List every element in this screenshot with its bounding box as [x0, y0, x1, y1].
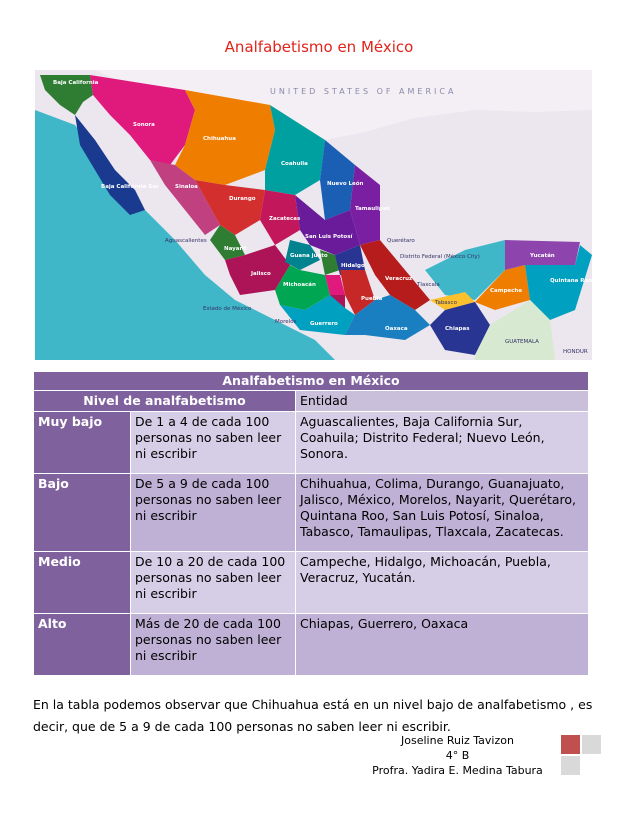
label-sonora: Sonora [133, 122, 155, 128]
decor-square-gray [561, 756, 580, 775]
label-chihuahua: Chihuahua [203, 136, 236, 142]
label-baja-california: Baja California [53, 80, 99, 86]
label-tamaulipas: Tamaulipas [355, 206, 390, 212]
table-row [34, 474, 589, 552]
label-campeche: Campeche [490, 288, 523, 294]
label-michoacan: Michoacán [283, 282, 316, 288]
row-description: Más de 20 de cada 100 personas no saben leer ni escribir [131, 614, 296, 676]
label-san-luis-potosi: San Luis Potosí [305, 234, 353, 240]
row-entities: Chiapas, Guerrero, Oaxaca [296, 614, 589, 676]
label-nayarit: Nayarit [224, 246, 247, 252]
label-veracruz: Veracruz [385, 276, 413, 282]
usa-label: UNITED STATES OF AMERICA [270, 87, 457, 96]
mexico-map [35, 70, 592, 360]
label-aguascalientes: Aguascalientes [165, 238, 207, 244]
row-entities: Chihuahua, Colima, Durango, Guanajuato, Jalisco, México, Morelos, Nayarit, Querétaro, Quintana Roo, San Luis Potosí, Sinaloa, Tabasco, Tamaulipas, Tlaxcala, Zacatecas. [296, 474, 589, 552]
label-guatemala: GUATEMALA [505, 339, 539, 345]
label-durango: Durango [229, 196, 256, 202]
row-entities: Campeche, Hidalgo, Michoacán, Puebla, Veracruz, Yucatán. [296, 552, 589, 614]
label-puebla: Puebla [361, 296, 383, 302]
row-description: De 10 a 20 de cada 100 personas no saben leer ni escribir [131, 552, 296, 614]
column-header-level: Nivel de analfabetismo [34, 391, 296, 412]
teacher-name: Profra. Yadira E. Medina Tabura [372, 764, 543, 777]
table-row [34, 614, 589, 676]
label-coahuila: Coahuila [281, 161, 308, 167]
label-sinaloa: Sinaloa [175, 184, 198, 190]
label-chiapas: Chiapas [445, 326, 470, 332]
table-row [34, 412, 589, 474]
label-guerrero: Guerrero [310, 321, 338, 327]
label-baja-california-sur: Baja California Sur [101, 184, 159, 190]
label-morelos: Morelos [275, 319, 297, 325]
row-entities: Aguascalientes, Baja California Sur, Coahuila; Distrito Federal; Nuevo León, Sonora. [296, 412, 589, 474]
label-honduras: HONDUR [563, 349, 588, 355]
label-tabasco: Tabasco [435, 300, 457, 306]
label-estado-de-mexico: Estado de México [203, 306, 252, 312]
column-header-entity: Entidad [296, 391, 589, 412]
row-level: Alto [34, 614, 131, 676]
label-jalisco: Jalisco [251, 271, 271, 277]
label-oaxaca: Oaxaca [385, 326, 408, 332]
label-tlaxcala: Tlaxcala [417, 282, 440, 288]
label-quintana-roo: Quintana Roo [550, 278, 592, 284]
page-title: Analfabetismo en México [224, 38, 414, 56]
row-level: Bajo [34, 474, 131, 552]
table-title: Analfabetismo en México [34, 372, 589, 391]
row-description: De 1 a 4 de cada 100 personas no saben leer ni escribir [131, 412, 296, 474]
label-distrito-federal: Distrito Federal (México City) [400, 254, 480, 260]
illiteracy-table [33, 371, 589, 676]
signature-block [360, 733, 555, 778]
decor-square-red [561, 735, 580, 754]
table-row [34, 552, 589, 614]
author-name: Joseline Ruiz Tavizon [401, 734, 514, 747]
row-description: De 5 a 9 de cada 100 personas no saben leer ni escribir [131, 474, 296, 552]
label-nuevo-leon: Nuevo León [327, 181, 364, 187]
label-hidalgo: Hidalgo [341, 263, 365, 269]
author-group: 4° B [445, 749, 470, 762]
decor-square-gray [582, 735, 601, 754]
label-queretaro: Querétaro [387, 238, 415, 244]
label-yucatan: Yucatán [530, 253, 555, 259]
label-zacatecas: Zacatecas [269, 216, 301, 222]
conclusion-paragraph: En la tabla podemos observar que Chihuahua está en un nivel bajo de analfabetismo , es decir, que de 5 a 9 de cada 100 personas no saben leer ni escribir. [33, 697, 593, 734]
row-level: Muy bajo [34, 412, 131, 474]
row-level: Medio [34, 552, 131, 614]
label-guanajuato: Guana juato [290, 253, 328, 259]
